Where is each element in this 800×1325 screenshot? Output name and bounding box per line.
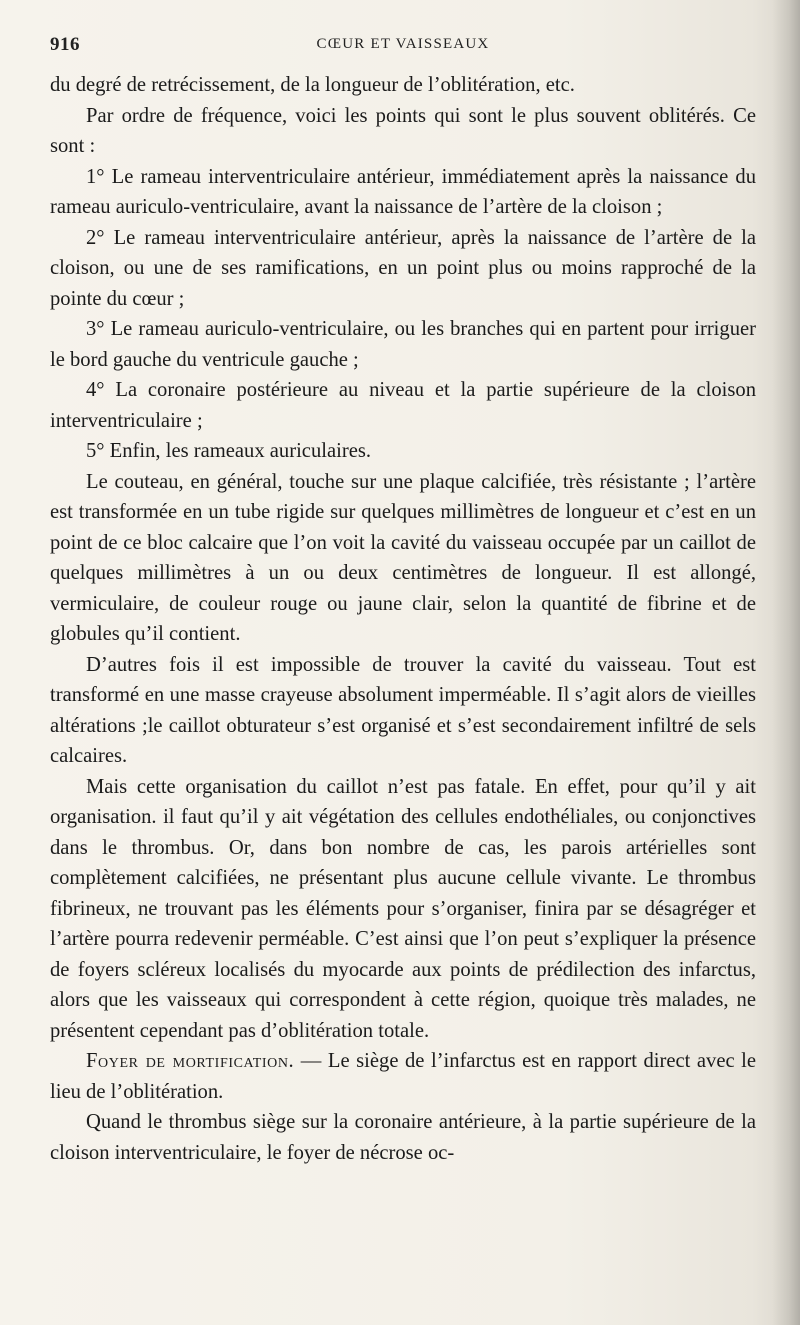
- list-item-4: 4° La coronaire postérieure au niveau et la partie supérieure de la cloison interventriculaire ;: [50, 379, 756, 432]
- paragraph-organisation: Mais cette organisation du caillot n’est pas fatale. En effet, pour qu’il y ait organisation. il faut qu’il y ait végétation des cellules endothéliales, ou conjonctives dans le thrombus. Or, dans bon nombre de cas, les parois artérielles sont complètement calcifiées, ne présentant plus aucune cellule vivante. Le thrombus fibrineux, ne trouvant pas les éléments pour s’organiser, finira par se désagréger et l’artère pourra redevenir perméable. C’est ainsi que l’on peut s’expliquer la présence de foyers scléreux localisés du myocarde aux points de prédilection des infarctus, alors que les vaisseaux qui correspondent à cette région, quoique très malades, ne présentent cependant pas d’oblitération totale.: [50, 775, 756, 1042]
- page-number: 916: [50, 34, 80, 55]
- list-item-1: 1° Le rameau interventriculaire antérieur, immédiatement après la naissance du rameau auriculo-ventriculaire, avant la naissance de l’artère de la cloison ;: [50, 165, 756, 218]
- page-header: [50, 34, 756, 62]
- paragraph-knife: Le couteau, en général, touche sur une plaque calcifiée, très résistante ; l’artère est transformée en un tube rigide sur quelques millimètres de longueur et c’est en un point de ce bloc calcaire que l’on voit la cavité du vaisseau occupée par un caillot de quelques millimètres à un ou deux centimètres de longueur. Il est allongé, vermiculaire, de couleur rouge ou jaune clair, selon la quantité de fibrine et de globules qu’il contient.: [50, 470, 756, 645]
- list-item-2: 2° Le rameau interventriculaire antérieur, après la naissance de l’artère de la cloison, ou une de ses ramifications, en un point plus ou moins rapproché de la pointe du cœur ;: [50, 226, 756, 310]
- list-item-5: 5° Enfin, les rameaux auriculaires.: [86, 440, 371, 462]
- section-heading-foyer: Foyer de mortification.: [86, 1050, 295, 1072]
- paragraph-foyer: [50, 1046, 756, 1107]
- list-item-3: 3° Le rameau auriculo-ventriculaire, ou les branches qui en partent pour irriguer le bord gauche du ventricule gauche ;: [50, 318, 756, 371]
- page-edge-shadow: [772, 0, 800, 1325]
- running-head: CŒUR ET VAISSEAUX: [316, 36, 490, 52]
- paragraph-frequency-intro: Par ordre de fréquence, voici les points qui sont le plus souvent oblitérés. Ce sont :: [50, 104, 756, 157]
- body-text: [50, 70, 756, 1168]
- paragraph-other-times: D’autres fois il est impossible de trouver la cavité du vaisseau. Tout est transformé en une masse crayeuse absolument imperméable. Il s’agit alors de vieilles altérations ;le caillot obturateur s’est organisé et s’est secondairement infiltré de sels calcaires.: [50, 653, 756, 767]
- paragraph-foyer-text: — Le siège de l’infarctus est en rapport direct avec le lieu de l’oblitération.: [50, 1050, 756, 1103]
- paragraph-continuation: du degré de retrécissement, de la longueur de l’oblitération, etc.: [50, 74, 575, 96]
- paragraph-thrombus: Quand le thrombus siège sur la coronaire antérieure, à la partie supérieure de la cloison interventriculaire, le foyer de nécrose oc-: [50, 1111, 756, 1164]
